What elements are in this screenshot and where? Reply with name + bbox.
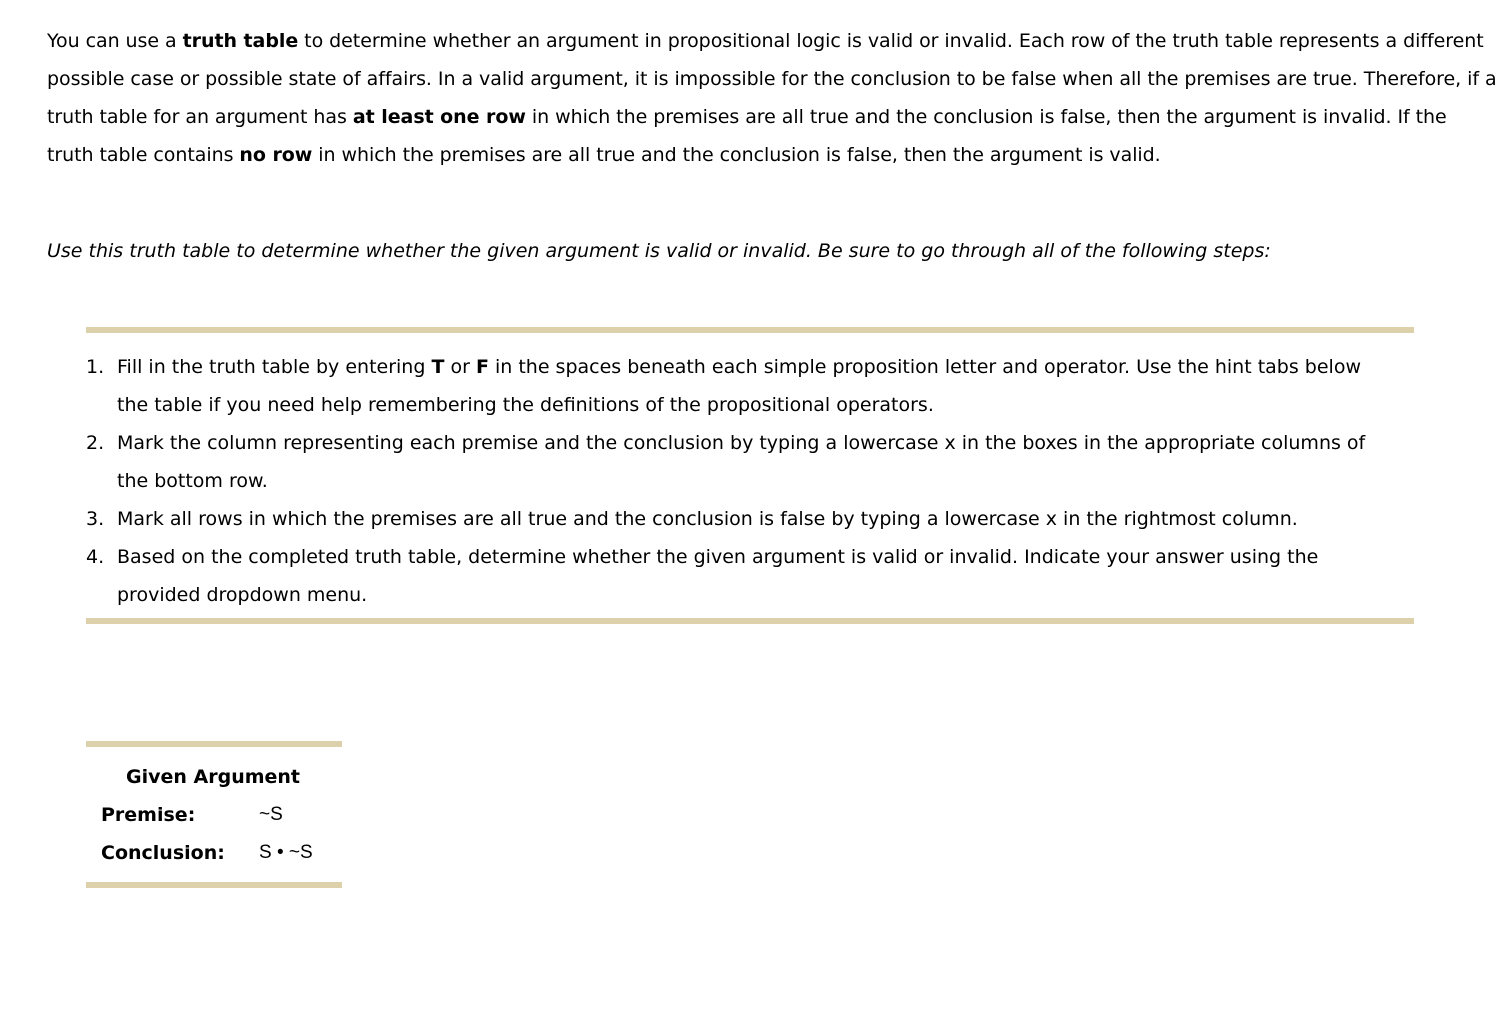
- conclusion-value: S • ~S: [259, 842, 313, 863]
- step-bold-f: F: [475, 356, 489, 378]
- step-text: Mark all rows in which the premises are all true and the conclusion is false by typing a lowercase x in the rightmost column.: [117, 508, 1298, 530]
- intro-bold-no-row: no row: [239, 144, 313, 166]
- intro-text-1: You can use a: [47, 30, 183, 52]
- premise-label: Premise:: [101, 804, 196, 826]
- step-bold-t: T: [431, 356, 445, 378]
- step-text: Based on the completed truth table, determine whether the given argument is valid or invalid. Indicate your answer using the provided dropdown menu.: [117, 546, 1319, 606]
- steps-list: [86, 348, 1396, 614]
- given-argument-title: Given Argument: [126, 766, 301, 788]
- given-argument-panel: [86, 741, 342, 888]
- steps-panel: [86, 327, 1414, 624]
- step-number: 1.: [86, 356, 105, 378]
- intro-text-2: to determine whether an argument in propositional logic is valid or invalid. Each row of the truth table represents a different possible case or possible state of affairs. In a valid argument, it is impossible for the conclusion to be false when all the premises are true. Therefore, if a truth table for an argument has: [47, 30, 1497, 128]
- intro-bold-at-least-one-row: at least one row: [352, 106, 526, 128]
- step-number: 4.: [86, 546, 105, 568]
- intro-text-3: in which the premises are all true and the conclusion is false, then the argument is invalid. If the truth table contains: [47, 106, 1447, 166]
- step-number: 3.: [86, 508, 105, 530]
- step-number: 2.: [86, 432, 105, 454]
- conclusion-label: Conclusion:: [101, 842, 225, 864]
- step-text: Fill in the truth table by entering: [117, 356, 432, 378]
- step-text: in the spaces beneath each simple proposition letter and operator. Use the hint tabs below the table if you need help remembering the definitions of the propositional operators.: [117, 356, 1362, 416]
- intro-paragraph: [47, 22, 1497, 174]
- step-4: [86, 538, 1396, 614]
- step-3: [86, 500, 1396, 538]
- step-1: [86, 348, 1396, 424]
- instruction-text: Use this truth table to determine whether the given argument is valid or invalid. Be sure to go through all of the following steps:: [47, 240, 1271, 262]
- step-2: [86, 424, 1396, 500]
- step-text: or: [444, 356, 476, 378]
- premise-value: ~S: [259, 804, 283, 825]
- intro-bold-truth-table: truth table: [182, 30, 299, 52]
- step-text: Mark the column representing each premise and the conclusion by typing a lowercase x in the boxes in the appropriate columns of the bottom row.: [117, 432, 1366, 492]
- intro-text-4: in which the premises are all true and the conclusion is false, then the argument is valid.: [312, 144, 1161, 166]
